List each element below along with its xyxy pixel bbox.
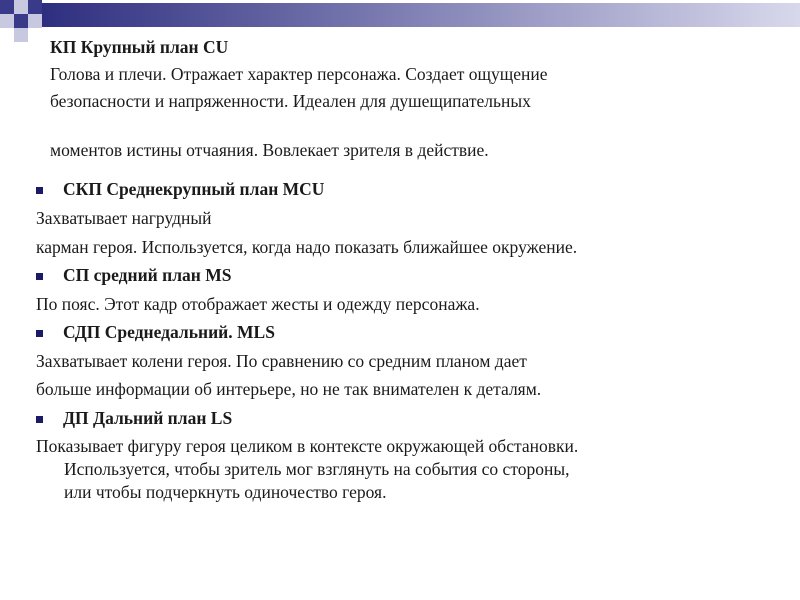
deco-square: [0, 0, 14, 14]
bullet-icon: [36, 330, 43, 337]
mcu-line-2: карман героя. Используется, когда надо показать ближайшее окружение.: [36, 237, 578, 257]
bullet-icon: [36, 187, 43, 194]
mls-heading: СДП Среднедальний. MLS: [63, 322, 275, 342]
ls-line-2: Используется, чтобы зритель мог взглянуть на события со стороны,: [64, 459, 570, 479]
cu-line-1: Голова и плечи. Отражает характер персонажа. Создает ощущение: [50, 64, 548, 84]
mls-line-1: Захватывает колени героя. По сравнению со средним планом дает: [36, 351, 527, 371]
deco-square: [14, 28, 28, 42]
deco-square: [14, 0, 28, 14]
ms-heading: СП средний план MS: [63, 265, 232, 285]
ls-heading: ДП Дальний план LS: [63, 408, 233, 428]
ms-line-1: По пояс. Этот кадр отображает жесты и одежду персонажа.: [36, 294, 480, 314]
cu-line-3: моментов истины отчаяния. Вовлекает зрителя в действие.: [50, 140, 489, 160]
bullet-icon: [36, 273, 43, 280]
cu-heading: КП Крупный план CU: [50, 37, 229, 57]
deco-square: [14, 14, 28, 28]
mcu-heading: СКП Среднекрупный план MCU: [63, 179, 325, 199]
deco-square: [28, 0, 42, 14]
bullet-icon: [36, 416, 43, 423]
header-gradient-band: [42, 3, 800, 27]
mcu-line-1: Захватывает нагрудный: [36, 208, 212, 228]
deco-square: [28, 14, 42, 28]
deco-square: [0, 14, 14, 28]
ls-line-1: Показывает фигуру героя целиком в контексте окружающей обстановки.: [36, 436, 579, 456]
ls-line-3: или чтобы подчеркнуть одиночество героя.: [64, 482, 387, 502]
mls-line-2: больше информации об интерьере, но не так внимателен к деталям.: [36, 379, 542, 399]
cu-line-2: безопасности и напряженности. Идеален для душещипательных: [50, 91, 531, 111]
